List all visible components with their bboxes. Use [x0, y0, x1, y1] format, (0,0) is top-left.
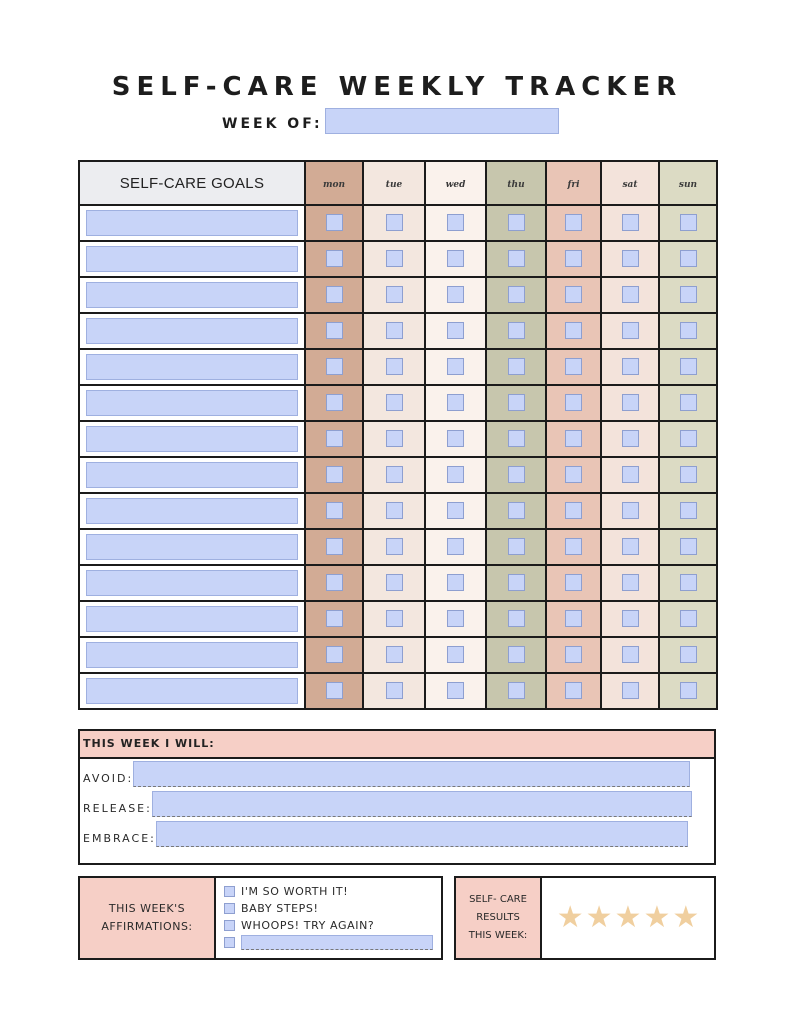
release-label: RELEASE:	[83, 802, 152, 815]
day-cell-mon	[305, 313, 363, 349]
day-cell-thu	[486, 277, 546, 313]
day-cell-sun	[659, 673, 717, 709]
goal-field[interactable]	[86, 282, 298, 308]
goal-field[interactable]	[86, 642, 298, 668]
affirmations-label	[80, 878, 216, 958]
goal-cell	[79, 277, 305, 313]
goal-cell	[79, 421, 305, 457]
star-icon[interactable]: ★	[672, 901, 700, 934]
day-cell-mon	[305, 493, 363, 529]
day-checkbox[interactable]	[447, 250, 464, 267]
day-cell-wed	[425, 313, 486, 349]
day-checkbox[interactable]	[326, 358, 343, 375]
week-of-field[interactable]	[325, 108, 559, 134]
affirmations-label-line1: THIS WEEK'S	[108, 902, 186, 915]
embrace-row	[83, 821, 688, 847]
star-rating	[542, 878, 714, 958]
goal-field[interactable]	[86, 210, 298, 236]
day-cell-tue	[363, 673, 425, 709]
day-cell-fri	[546, 385, 601, 421]
goal-cell	[79, 529, 305, 565]
day-cell-sun	[659, 349, 717, 385]
star-icon[interactable]: ★	[556, 901, 584, 934]
day-checkbox[interactable]	[680, 250, 697, 267]
day-header-sun	[659, 161, 717, 205]
day-cell-tue	[363, 421, 425, 457]
day-cell-thu	[486, 529, 546, 565]
day-cell-thu	[486, 565, 546, 601]
affirmation-item	[224, 883, 433, 900]
day-cell-fri	[546, 277, 601, 313]
day-checkbox[interactable]	[565, 466, 582, 483]
week-of-row	[222, 108, 559, 134]
day-cell-tue	[363, 241, 425, 277]
day-cell-tue	[363, 493, 425, 529]
goal-row	[79, 637, 717, 673]
day-header-tue	[363, 161, 425, 205]
day-cell-thu	[486, 637, 546, 673]
goal-field[interactable]	[86, 498, 298, 524]
day-cell-wed	[425, 277, 486, 313]
day-checkbox[interactable]	[508, 466, 525, 483]
goal-row	[79, 277, 717, 313]
affirmation-checkbox[interactable]	[224, 937, 235, 948]
goal-cell	[79, 241, 305, 277]
day-checkbox[interactable]	[680, 322, 697, 339]
goal-row	[79, 529, 717, 565]
goal-row	[79, 241, 717, 277]
tracker-header-row	[79, 161, 717, 205]
day-checkbox[interactable]	[326, 538, 343, 555]
star-icon[interactable]: ★	[614, 901, 642, 934]
results-section	[454, 876, 716, 960]
week-of-label: WEEK OF:	[222, 116, 323, 132]
day-checkbox[interactable]	[326, 574, 343, 591]
day-cell-wed	[425, 205, 486, 241]
day-cell-sat	[601, 529, 659, 565]
results-label-line2: RESULTS	[476, 912, 520, 923]
goal-field[interactable]	[86, 462, 298, 488]
goal-cell	[79, 673, 305, 709]
day-cell-thu	[486, 601, 546, 637]
day-cell-wed	[425, 673, 486, 709]
day-checkbox[interactable]	[326, 646, 343, 663]
day-cell-wed	[425, 349, 486, 385]
day-cell-fri	[546, 457, 601, 493]
day-cell-mon	[305, 205, 363, 241]
day-cell-fri	[546, 601, 601, 637]
day-checkbox[interactable]	[508, 250, 525, 267]
day-cell-mon	[305, 385, 363, 421]
goal-row	[79, 205, 717, 241]
goal-row	[79, 601, 717, 637]
day-cell-thu	[486, 385, 546, 421]
day-checkbox[interactable]	[386, 466, 403, 483]
day-checkbox[interactable]	[447, 466, 464, 483]
day-cell-fri	[546, 637, 601, 673]
day-cell-thu	[486, 349, 546, 385]
day-cell-wed	[425, 385, 486, 421]
day-cell-sat	[601, 673, 659, 709]
day-cell-wed	[425, 637, 486, 673]
day-cell-sun	[659, 529, 717, 565]
day-cell-fri	[546, 241, 601, 277]
results-label-line3: THIS WEEK:	[468, 930, 528, 941]
day-cell-fri	[546, 493, 601, 529]
day-cell-tue	[363, 313, 425, 349]
day-cell-tue	[363, 385, 425, 421]
day-checkbox[interactable]	[447, 322, 464, 339]
day-cell-sat	[601, 493, 659, 529]
day-checkbox[interactable]	[680, 358, 697, 375]
day-checkbox[interactable]	[508, 646, 525, 663]
day-cell-thu	[486, 421, 546, 457]
day-cell-tue	[363, 457, 425, 493]
day-cell-fri	[546, 313, 601, 349]
day-checkbox[interactable]	[622, 286, 639, 303]
affirmation-item-custom	[224, 934, 433, 951]
tracker-body	[79, 205, 717, 709]
day-cell-wed	[425, 601, 486, 637]
day-header-mon	[305, 161, 363, 205]
day-label: fri	[567, 180, 580, 190]
goal-row	[79, 493, 717, 529]
goal-field[interactable]	[86, 534, 298, 560]
day-cell-sun	[659, 421, 717, 457]
day-checkbox[interactable]	[326, 214, 343, 231]
day-checkbox[interactable]	[565, 322, 582, 339]
day-cell-sat	[601, 565, 659, 601]
custom-affirmation-field[interactable]	[241, 935, 433, 950]
day-cell-mon	[305, 529, 363, 565]
day-checkbox[interactable]	[622, 322, 639, 339]
goal-cell	[79, 385, 305, 421]
day-checkbox[interactable]	[447, 682, 464, 699]
affirmation-item	[224, 917, 433, 934]
day-checkbox[interactable]	[447, 538, 464, 555]
this-week-will-header: THIS WEEK I WILL:	[80, 731, 714, 759]
day-checkbox[interactable]	[680, 466, 697, 483]
goals-header: SELF-CARE GOALS	[79, 161, 305, 205]
day-header-wed	[425, 161, 486, 205]
day-cell-sat	[601, 421, 659, 457]
goal-field[interactable]	[86, 318, 298, 344]
day-label: wed	[445, 180, 466, 190]
day-checkbox[interactable]	[386, 322, 403, 339]
day-header-fri	[546, 161, 601, 205]
day-checkbox[interactable]	[680, 394, 697, 411]
release-field[interactable]	[152, 791, 692, 817]
day-cell-sun	[659, 493, 717, 529]
day-checkbox[interactable]	[622, 502, 639, 519]
day-cell-mon	[305, 673, 363, 709]
affirmations-section	[78, 876, 443, 960]
day-checkbox[interactable]	[622, 430, 639, 447]
day-cell-wed	[425, 529, 486, 565]
day-cell-sat	[601, 313, 659, 349]
day-checkbox[interactable]	[508, 430, 525, 447]
day-cell-sat	[601, 457, 659, 493]
goal-field[interactable]	[86, 678, 298, 704]
day-label: thu	[507, 180, 525, 190]
goal-row	[79, 349, 717, 385]
affirmations-label-line2: AFFIRMATIONS:	[101, 920, 193, 933]
affirmation-checkbox[interactable]	[224, 920, 235, 931]
day-cell-fri	[546, 421, 601, 457]
day-checkbox[interactable]	[565, 502, 582, 519]
day-checkbox[interactable]	[680, 682, 697, 699]
day-label: mon	[322, 180, 346, 190]
day-label: sun	[678, 180, 698, 190]
day-checkbox[interactable]	[386, 502, 403, 519]
day-cell-thu	[486, 205, 546, 241]
day-checkbox[interactable]	[386, 646, 403, 663]
day-cell-thu	[486, 493, 546, 529]
day-checkbox[interactable]	[565, 574, 582, 591]
day-header-sat	[601, 161, 659, 205]
day-cell-tue	[363, 205, 425, 241]
goal-row	[79, 385, 717, 421]
day-cell-wed	[425, 565, 486, 601]
goal-row	[79, 313, 717, 349]
goal-row	[79, 421, 717, 457]
day-checkbox[interactable]	[565, 610, 582, 627]
day-cell-sun	[659, 565, 717, 601]
day-cell-mon	[305, 349, 363, 385]
day-cell-sun	[659, 601, 717, 637]
day-cell-sun	[659, 385, 717, 421]
day-label: tue	[385, 180, 403, 190]
day-checkbox[interactable]	[622, 682, 639, 699]
day-cell-wed	[425, 493, 486, 529]
day-cell-tue	[363, 565, 425, 601]
star-icon[interactable]: ★	[643, 901, 671, 934]
day-cell-sat	[601, 241, 659, 277]
day-checkbox[interactable]	[680, 610, 697, 627]
page-title: SELF-CARE WEEKLY TRACKER	[111, 72, 683, 102]
day-checkbox[interactable]	[326, 466, 343, 483]
day-checkbox[interactable]	[565, 250, 582, 267]
day-checkbox[interactable]	[680, 502, 697, 519]
day-checkbox[interactable]	[622, 646, 639, 663]
day-checkbox[interactable]	[386, 538, 403, 555]
day-cell-sat	[601, 349, 659, 385]
day-checkbox[interactable]	[386, 682, 403, 699]
day-checkbox[interactable]	[386, 574, 403, 591]
day-checkbox[interactable]	[386, 250, 403, 267]
day-cell-tue	[363, 601, 425, 637]
goal-field[interactable]	[86, 606, 298, 632]
day-checkbox[interactable]	[565, 538, 582, 555]
avoid-label: AVOID:	[83, 772, 134, 785]
goal-cell	[79, 493, 305, 529]
day-cell-tue	[363, 529, 425, 565]
goal-row	[79, 565, 717, 601]
day-checkbox[interactable]	[326, 322, 343, 339]
day-checkbox[interactable]	[447, 430, 464, 447]
day-cell-sun	[659, 457, 717, 493]
day-checkbox[interactable]	[326, 502, 343, 519]
day-checkbox[interactable]	[447, 286, 464, 303]
day-checkbox[interactable]	[386, 430, 403, 447]
affirmations-list	[216, 878, 433, 958]
day-cell-fri	[546, 565, 601, 601]
day-checkbox[interactable]	[680, 646, 697, 663]
day-checkbox[interactable]	[508, 358, 525, 375]
day-checkbox[interactable]	[386, 394, 403, 411]
day-cell-thu	[486, 241, 546, 277]
day-checkbox[interactable]	[508, 502, 525, 519]
day-checkbox[interactable]	[508, 214, 525, 231]
day-checkbox[interactable]	[508, 286, 525, 303]
day-checkbox[interactable]	[326, 286, 343, 303]
day-checkbox[interactable]	[326, 610, 343, 627]
day-checkbox[interactable]	[386, 286, 403, 303]
day-checkbox[interactable]	[565, 394, 582, 411]
goal-field[interactable]	[86, 246, 298, 272]
affirmation-text: I'M SO WORTH IT!	[241, 885, 349, 898]
day-cell-tue	[363, 637, 425, 673]
avoid-row	[83, 761, 690, 787]
results-label-line1: SELF- CARE	[469, 894, 527, 905]
day-cell-fri	[546, 529, 601, 565]
day-checkbox[interactable]	[565, 214, 582, 231]
day-cell-sat	[601, 385, 659, 421]
day-checkbox[interactable]	[565, 286, 582, 303]
day-checkbox[interactable]	[326, 250, 343, 267]
affirmation-text: WHOOPS! TRY AGAIN?	[241, 919, 375, 932]
day-checkbox[interactable]	[508, 538, 525, 555]
goal-row	[79, 673, 717, 709]
day-checkbox[interactable]	[447, 394, 464, 411]
day-checkbox[interactable]	[565, 358, 582, 375]
goal-cell	[79, 457, 305, 493]
day-checkbox[interactable]	[680, 574, 697, 591]
goal-row	[79, 457, 717, 493]
goal-cell	[79, 349, 305, 385]
avoid-field[interactable]	[133, 761, 690, 787]
day-cell-wed	[425, 457, 486, 493]
day-checkbox[interactable]	[447, 574, 464, 591]
day-cell-mon	[305, 277, 363, 313]
affirmation-item	[224, 900, 433, 917]
goal-cell	[79, 313, 305, 349]
day-checkbox[interactable]	[508, 574, 525, 591]
day-checkbox[interactable]	[386, 358, 403, 375]
affirmation-checkbox[interactable]	[224, 886, 235, 897]
day-checkbox[interactable]	[447, 358, 464, 375]
day-cell-sun	[659, 637, 717, 673]
day-cell-tue	[363, 277, 425, 313]
star-icon[interactable]: ★	[585, 901, 613, 934]
day-cell-sun	[659, 313, 717, 349]
goal-cell	[79, 565, 305, 601]
day-checkbox[interactable]	[326, 682, 343, 699]
day-checkbox[interactable]	[680, 538, 697, 555]
day-checkbox[interactable]	[508, 394, 525, 411]
day-checkbox[interactable]	[622, 538, 639, 555]
day-cell-sun	[659, 241, 717, 277]
day-cell-sat	[601, 205, 659, 241]
day-cell-sat	[601, 277, 659, 313]
day-checkbox[interactable]	[508, 682, 525, 699]
day-cell-wed	[425, 421, 486, 457]
day-checkbox[interactable]	[386, 214, 403, 231]
day-cell-sun	[659, 205, 717, 241]
day-checkbox[interactable]	[565, 430, 582, 447]
day-checkbox[interactable]	[622, 610, 639, 627]
day-checkbox[interactable]	[622, 394, 639, 411]
day-checkbox[interactable]	[447, 646, 464, 663]
day-checkbox[interactable]	[622, 574, 639, 591]
day-header-thu	[486, 161, 546, 205]
goal-cell	[79, 637, 305, 673]
day-cell-thu	[486, 673, 546, 709]
goal-field[interactable]	[86, 570, 298, 596]
day-checkbox[interactable]	[622, 250, 639, 267]
goal-cell	[79, 601, 305, 637]
day-checkbox[interactable]	[680, 286, 697, 303]
embrace-label: EMBRACE:	[83, 832, 156, 845]
day-checkbox[interactable]	[622, 358, 639, 375]
day-cell-thu	[486, 313, 546, 349]
day-cell-mon	[305, 457, 363, 493]
day-checkbox[interactable]	[565, 646, 582, 663]
goal-field[interactable]	[86, 426, 298, 452]
day-cell-fri	[546, 205, 601, 241]
day-checkbox[interactable]	[508, 610, 525, 627]
day-checkbox[interactable]	[447, 214, 464, 231]
day-checkbox[interactable]	[326, 394, 343, 411]
results-label	[456, 878, 542, 958]
goal-field[interactable]	[86, 354, 298, 380]
day-checkbox[interactable]	[326, 430, 343, 447]
day-cell-sat	[601, 637, 659, 673]
day-cell-fri	[546, 349, 601, 385]
day-checkbox[interactable]	[447, 502, 464, 519]
day-cell-wed	[425, 241, 486, 277]
day-checkbox[interactable]	[447, 610, 464, 627]
day-cell-mon	[305, 241, 363, 277]
day-cell-mon	[305, 637, 363, 673]
day-cell-sun	[659, 277, 717, 313]
embrace-field[interactable]	[156, 821, 688, 847]
goal-cell	[79, 205, 305, 241]
release-row	[83, 791, 692, 817]
day-checkbox[interactable]	[680, 430, 697, 447]
day-cell-mon	[305, 565, 363, 601]
day-label: sat	[622, 180, 638, 190]
day-checkbox[interactable]	[565, 682, 582, 699]
day-checkbox[interactable]	[622, 466, 639, 483]
this-week-will-section	[78, 729, 716, 865]
day-cell-sat	[601, 601, 659, 637]
day-cell-fri	[546, 673, 601, 709]
affirmation-checkbox[interactable]	[224, 903, 235, 914]
affirmation-text: BABY STEPS!	[241, 902, 319, 915]
day-checkbox[interactable]	[508, 322, 525, 339]
day-cell-tue	[363, 349, 425, 385]
tracker-table	[78, 160, 718, 710]
day-cell-mon	[305, 421, 363, 457]
day-checkbox[interactable]	[386, 610, 403, 627]
day-cell-mon	[305, 601, 363, 637]
day-checkbox[interactable]	[680, 214, 697, 231]
goal-field[interactable]	[86, 390, 298, 416]
day-cell-thu	[486, 457, 546, 493]
day-checkbox[interactable]	[622, 214, 639, 231]
